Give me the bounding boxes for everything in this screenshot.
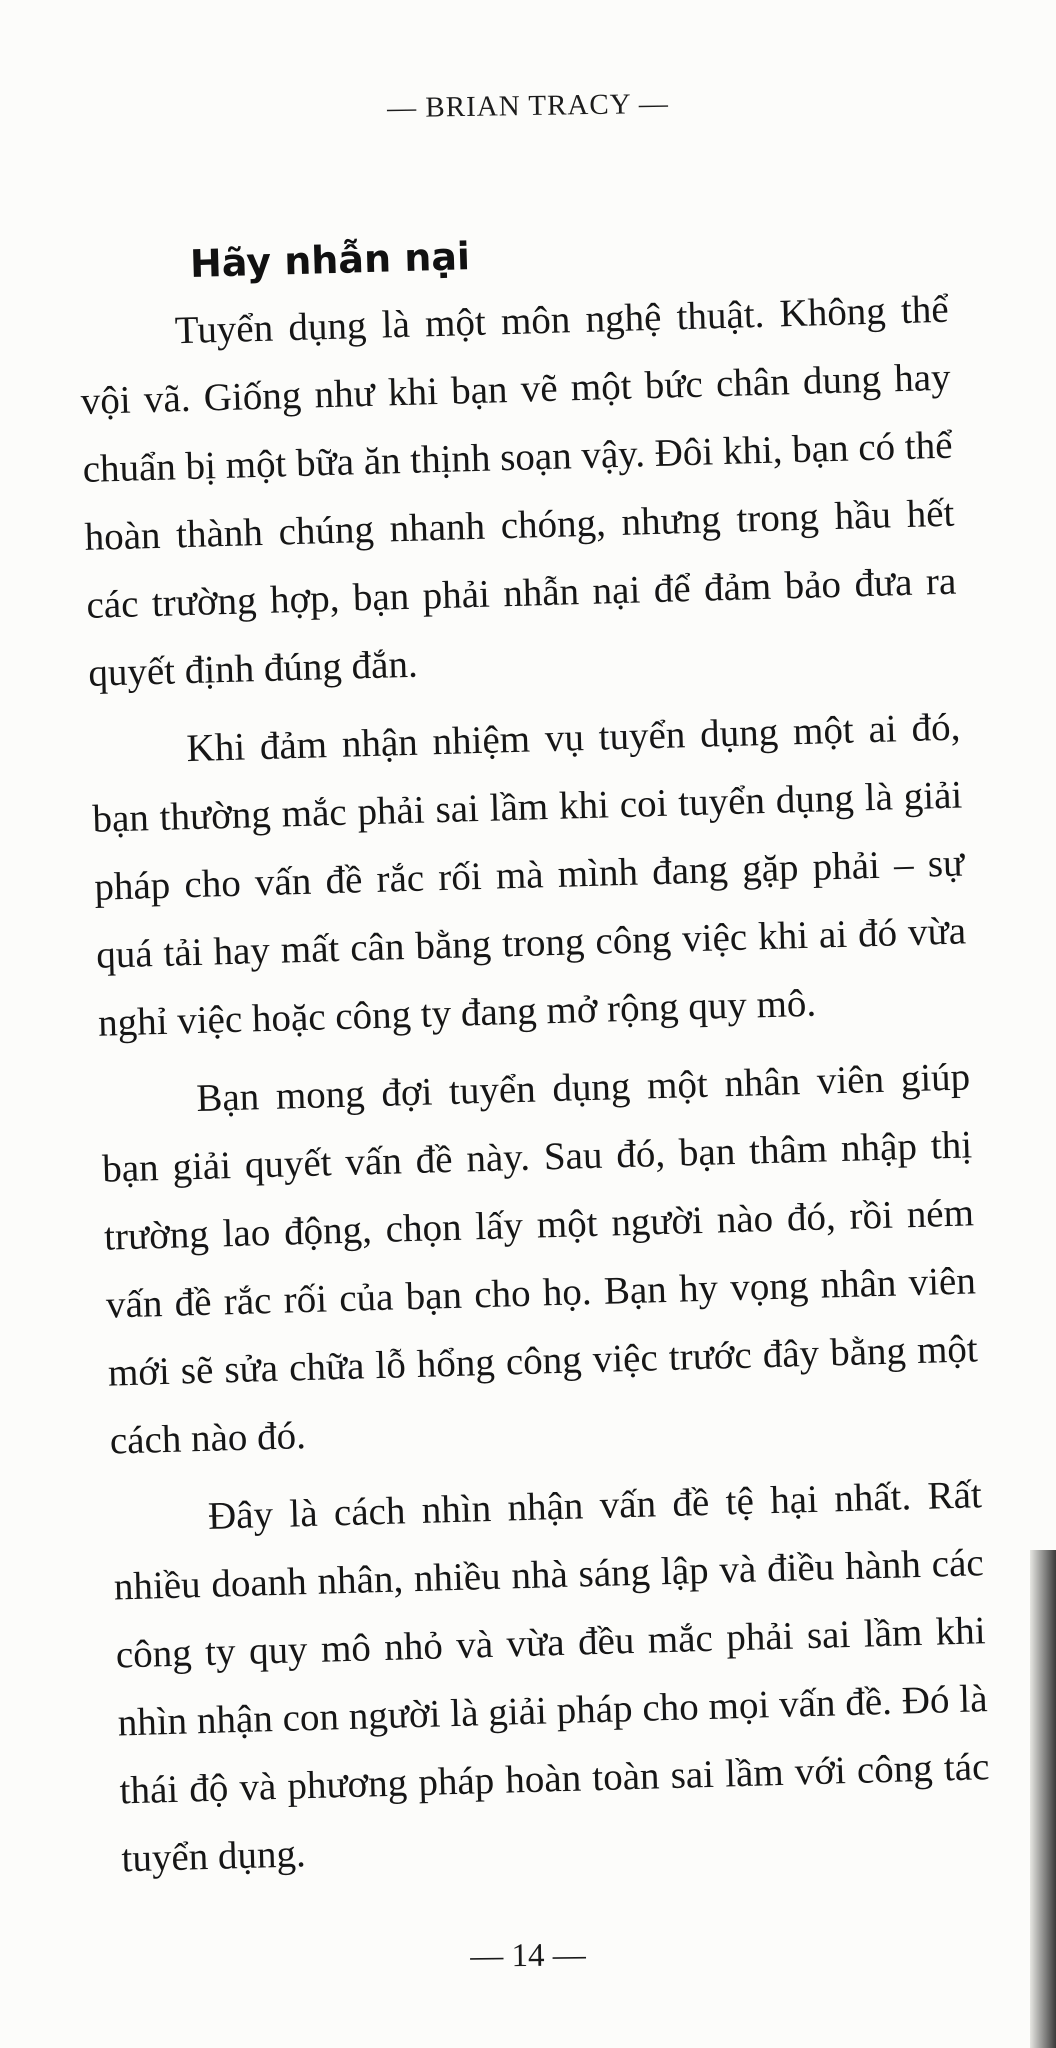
body-text: [78, 276, 992, 1904]
page-edge-shadow: [1030, 1550, 1056, 2048]
paragraph-1: Tuyển dụng là một môn nghệ thuật. Không thể vội vã. Giống như khi bạn vẽ một bức chân dung hay chuẩn bị một bữa ăn thịnh soạn vậy. Đôi khi, bạn có thể hoàn thành chúng nhanh chóng, nhưng trong hầu hết các trường hợp, bạn phải nhẫn nại để đảm bảo đưa ra quyết định đúng đắn.: [80, 287, 957, 695]
paragraph-3: Bạn mong đợi tuyển dụng một nhân viên giúp bạn giải quyết vấn đề này. Sau đó, bạn thâm nhập thị trường lao động, chọn lấy một người nào đó, rồi ném vấn đề rắc rối của bạn cho họ. Bạn hy vọng nhân viên mới sẽ sửa chữa lỗ hổng công việc trước đây bằng một cách nào đó.: [101, 1055, 979, 1463]
page-number: — 14 —: [470, 1937, 586, 1975]
paragraph-2: Khi đảm nhận nhiệm vụ tuyển dụng một ai đó, bạn thường mắc phải sai lầm khi coi tuyển dụng là giải pháp cho vấn đề rắc rối mà mình đang gặp phải – sự quá tải hay mất cân bằng trong công việc khi ai đó vừa nghỉ việc hoặc công ty đang mở rộng quy mô.: [91, 705, 967, 1045]
paragraph-4: Đây là cách nhìn nhận vấn đề tệ hại nhất. Rất nhiều doanh nhân, nhiều nhà sáng lập và điều hành các công ty quy mô nhỏ và vừa đều mắc phải sai lầm khi nhìn nhận con người là giải pháp cho mọi vấn đề. Đó là thái độ và phương pháp hoàn toàn sai lầm với công tác tuyển dụng.: [113, 1473, 990, 1881]
section-heading: Hãy nhẫn nại: [189, 234, 471, 286]
running-header: — BRIAN TRACY —: [386, 87, 670, 125]
